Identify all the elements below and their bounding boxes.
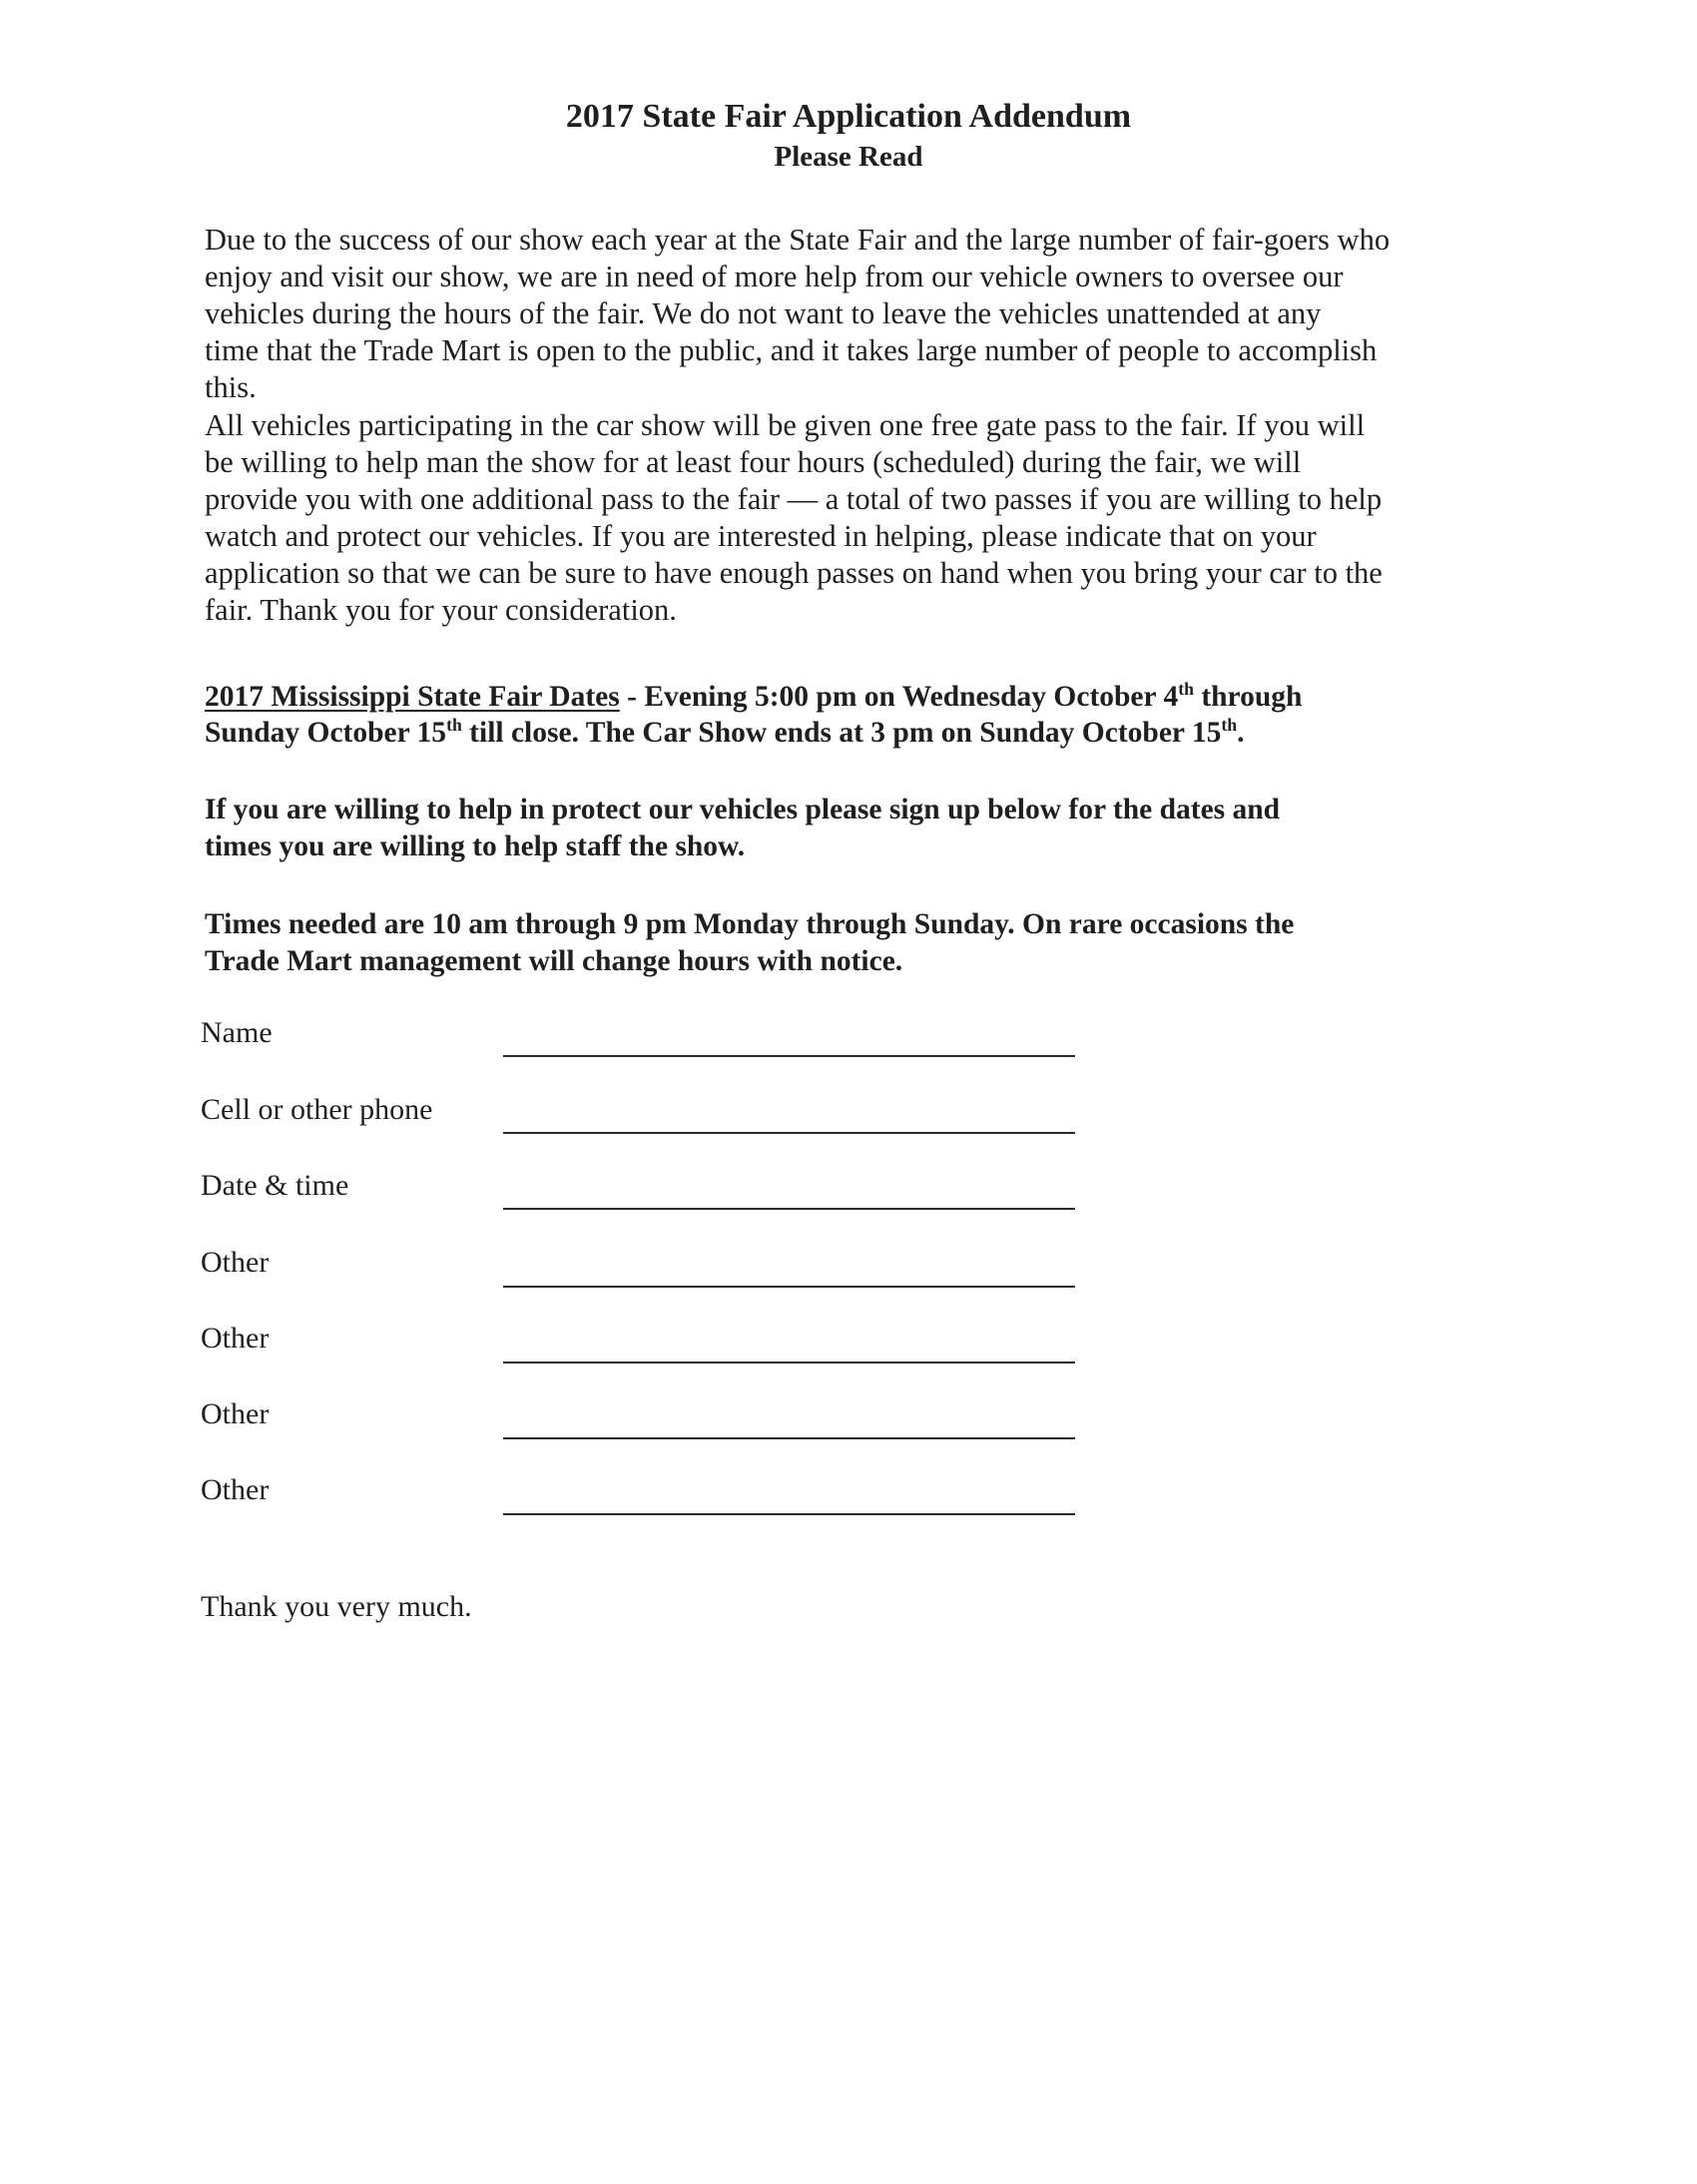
ordinal-suffix: th [1221, 715, 1238, 736]
phone-label: Cell or other phone [201, 1093, 433, 1126]
closing-text: Thank you very much. [201, 1590, 472, 1623]
other-field[interactable] [503, 1286, 1075, 1288]
paragraph-1-line: vehicles during the hours of the fair. We do not want to leave the vehicles unattended at any [205, 296, 1322, 330]
document-title: 2017 State Fair Application Addendum [565, 98, 1132, 135]
fair-dates-text: - Evening 5:00 pm on Wednesday October 4 [619, 681, 1179, 713]
paragraph-1-line: time that the Trade Mart is open to the public, and it takes large number of people to accomplish [205, 333, 1378, 367]
signup-instruction-line: If you are willing to help in protect our vehicles please sign up below for the dates and [205, 794, 1281, 825]
paragraph-1-line: this. [205, 370, 257, 404]
phone-field[interactable] [503, 1132, 1075, 1134]
document-subtitle: Please Read [774, 141, 923, 173]
other-field[interactable] [503, 1362, 1075, 1364]
fair-dates-line-2 [205, 715, 1244, 751]
fair-dates-text: till close. The Car Show ends at 3 pm on Sunday October 15 [461, 717, 1222, 749]
times-needed-line: Trade Mart management will change hours with notice. [205, 945, 903, 977]
times-needed-line: Times needed are 10 am through 9 pm Monday through Sunday. On rare occasions the [205, 908, 1295, 940]
other-field[interactable] [503, 1513, 1075, 1515]
other-field[interactable] [503, 1437, 1075, 1439]
fair-dates-text: through [1193, 681, 1303, 713]
fair-dates-text: . [1237, 717, 1245, 749]
date-time-field[interactable] [503, 1208, 1075, 1210]
paragraph-2-line: watch and protect our vehicles. If you are interested in helping, please indicate that on your [205, 519, 1317, 553]
other-label: Other [201, 1246, 270, 1279]
fair-dates-line-1 [205, 679, 1302, 715]
paragraph-2-line: All vehicles participating in the car show will be given one free gate pass to the fair. If you will [205, 408, 1366, 442]
paragraph-2-line: fair. Thank you for your consideration. [205, 593, 677, 627]
paragraph-1-line: enjoy and visit our show, we are in need of more help from our vehicle owners to oversee our [205, 260, 1344, 293]
fair-dates-heading: 2017 Mississippi State Fair Dates [205, 681, 620, 713]
other-label: Other [201, 1322, 270, 1355]
paragraph-2-line: application so that we can be sure to have enough passes on hand when you bring your car to the [205, 556, 1383, 590]
paragraph-2-line: provide you with one additional pass to the fair — a total of two passes if you are willing to help [205, 482, 1383, 516]
fair-dates-text: Sunday October 15 [205, 717, 447, 749]
other-label: Other [201, 1397, 270, 1430]
ordinal-suffix: th [446, 715, 462, 736]
name-label: Name [201, 1016, 273, 1049]
paragraph-2-line: be willing to help man the show for at least four hours (scheduled) during the fair, we will [205, 445, 1302, 479]
other-label: Other [201, 1473, 270, 1506]
paragraph-1-line: Due to the success of our show each year at the State Fair and the large number of fair-goers who [205, 223, 1391, 257]
date-time-label: Date & time [201, 1169, 349, 1202]
ordinal-suffix: th [1178, 679, 1194, 700]
name-field[interactable] [503, 1055, 1075, 1057]
signup-instruction-line: times you are willing to help staff the show. [205, 830, 746, 862]
